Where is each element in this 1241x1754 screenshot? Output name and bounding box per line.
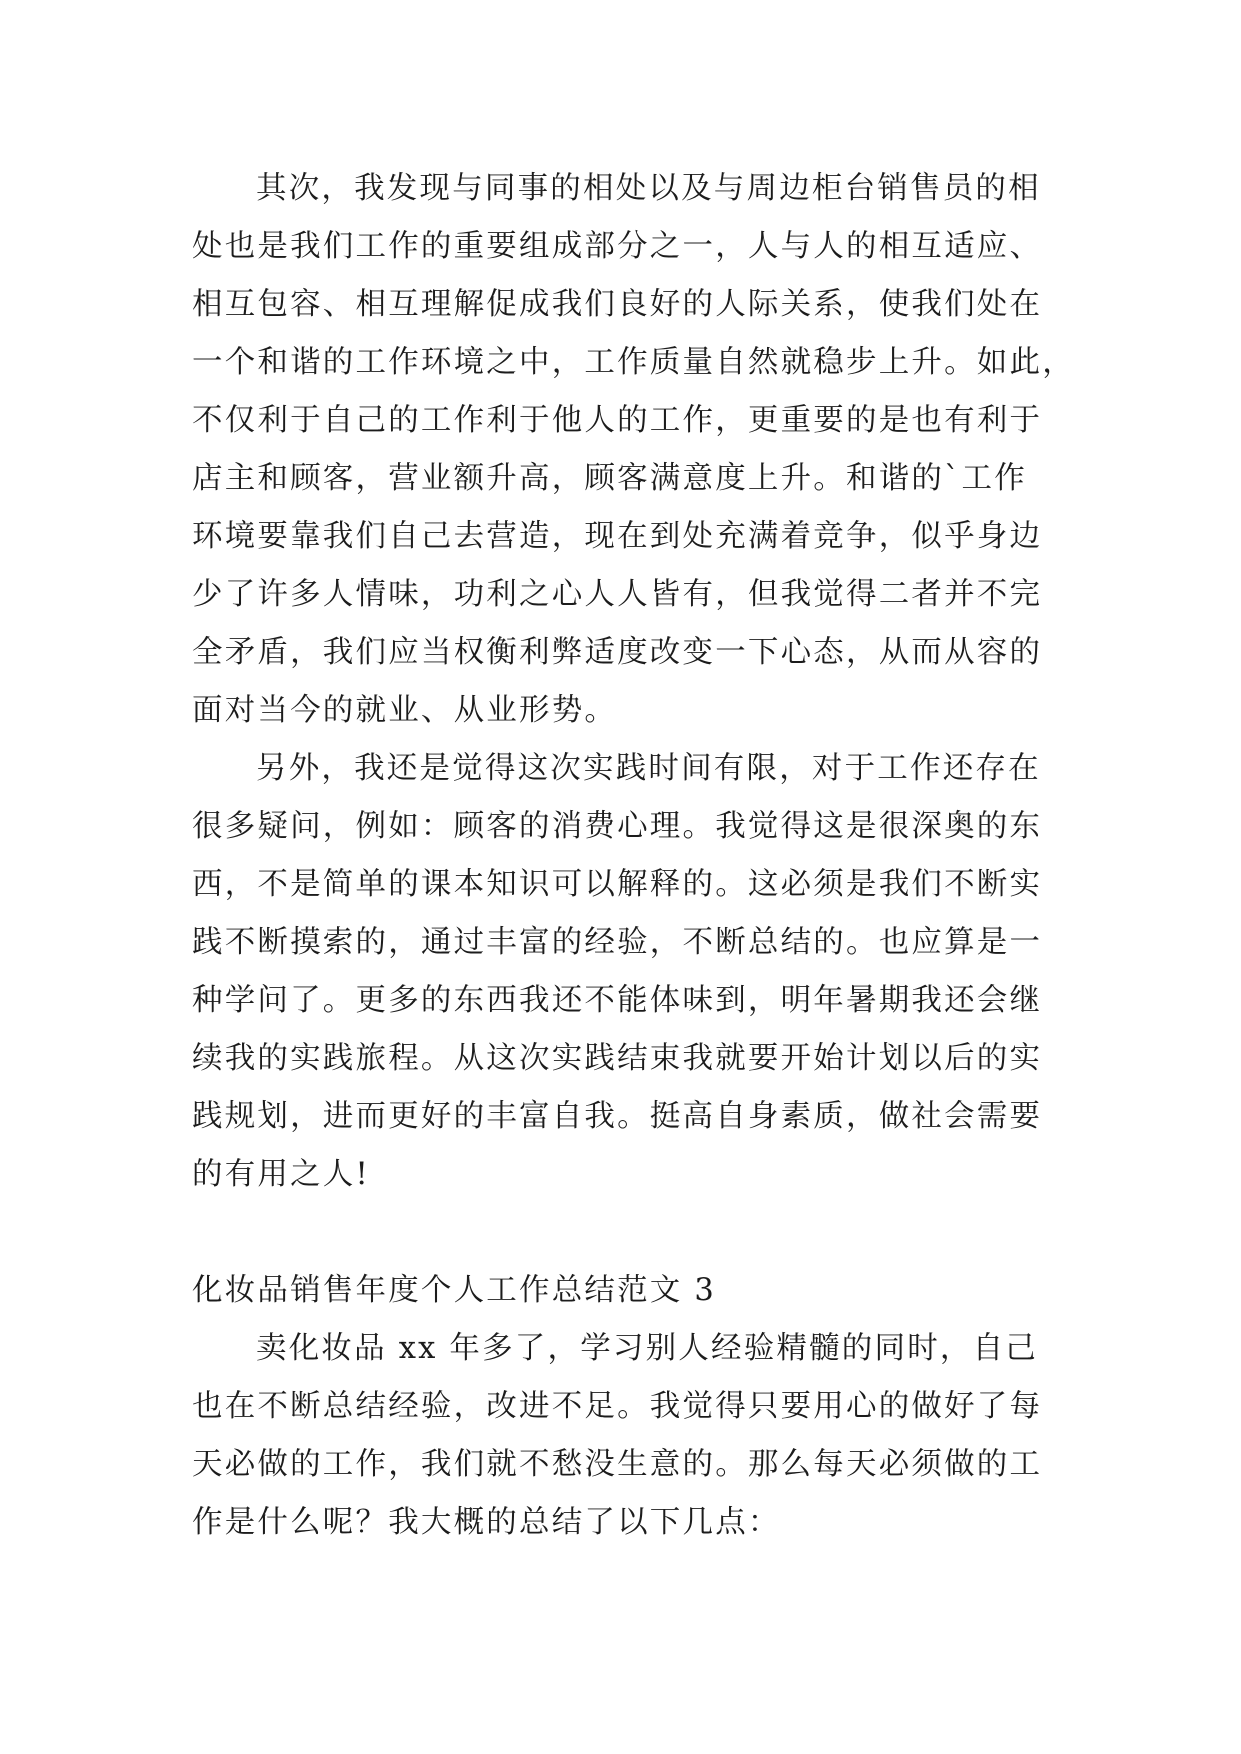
text-line: 的有用之人! bbox=[192, 1157, 370, 1192]
text-line: 践规划，进而更好的丰富自我。挺高自身素质，做社会需要 bbox=[192, 1099, 1043, 1134]
text-line: 卖化妆品 xx 年多了，学习别人经验精髓的同时，自己 bbox=[256, 1331, 1038, 1366]
text-line: 处也是我们工作的重要组成部分之一，人与人的相互适应、 bbox=[192, 229, 1043, 264]
text-line: 也在不断总结经验，改进不足。我觉得只要用心的做好了每 bbox=[192, 1389, 1043, 1424]
section-heading: 化妆品销售年度个人工作总结范文 3 bbox=[192, 1273, 716, 1308]
text-line: 相互包容、相互理解促成我们良好的人际关系，使我们处在 bbox=[192, 287, 1043, 322]
text-line: 全矛盾，我们应当权衡利弊适度改变一下心态，从而从容的 bbox=[192, 635, 1043, 670]
text-line: 其次，我发现与同事的相处以及与周边柜台销售员的相 bbox=[256, 171, 1041, 206]
text-line: 不仅利于自己的工作利于他人的工作，更重要的是也有利于 bbox=[192, 403, 1043, 438]
text-line: 天必做的工作，我们就不愁没生意的。那么每天必须做的工 bbox=[192, 1447, 1043, 1482]
text-line: 一个和谐的工作环境之中，工作质量自然就稳步上升。如此， bbox=[192, 345, 1075, 380]
text-line: 另外，我还是觉得这次实践时间有限，对于工作还存在 bbox=[256, 751, 1041, 786]
text-line: 环境要靠我们自己去营造，现在到处充满着竞争，似乎身边 bbox=[192, 519, 1043, 554]
text-line: 很多疑问，例如：顾客的消费心理。我觉得这是很深奥的东 bbox=[192, 809, 1043, 844]
text-line: 种学问了。更多的东西我还不能体味到，明年暑期我还会继 bbox=[192, 983, 1043, 1018]
text-line: 面对当今的就业、从业形势。 bbox=[192, 693, 618, 728]
text-line: 作是什么呢？我大概的总结了以下几点： bbox=[192, 1505, 781, 1540]
text-line: 店主和顾客，营业额升高，顾客满意度上升。和谐的`工作 bbox=[192, 461, 1027, 496]
text-line: 少了许多人情味，功利之心人人皆有，但我觉得二者并不完 bbox=[192, 577, 1043, 612]
text-line: 西，不是简单的课本知识可以解释的。这必须是我们不断实 bbox=[192, 867, 1043, 902]
text-line: 续我的实践旅程。从这次实践结束我就要开始计划以后的实 bbox=[192, 1041, 1043, 1076]
text-line: 践不断摸索的，通过丰富的经验，不断总结的。也应算是一 bbox=[192, 925, 1043, 960]
